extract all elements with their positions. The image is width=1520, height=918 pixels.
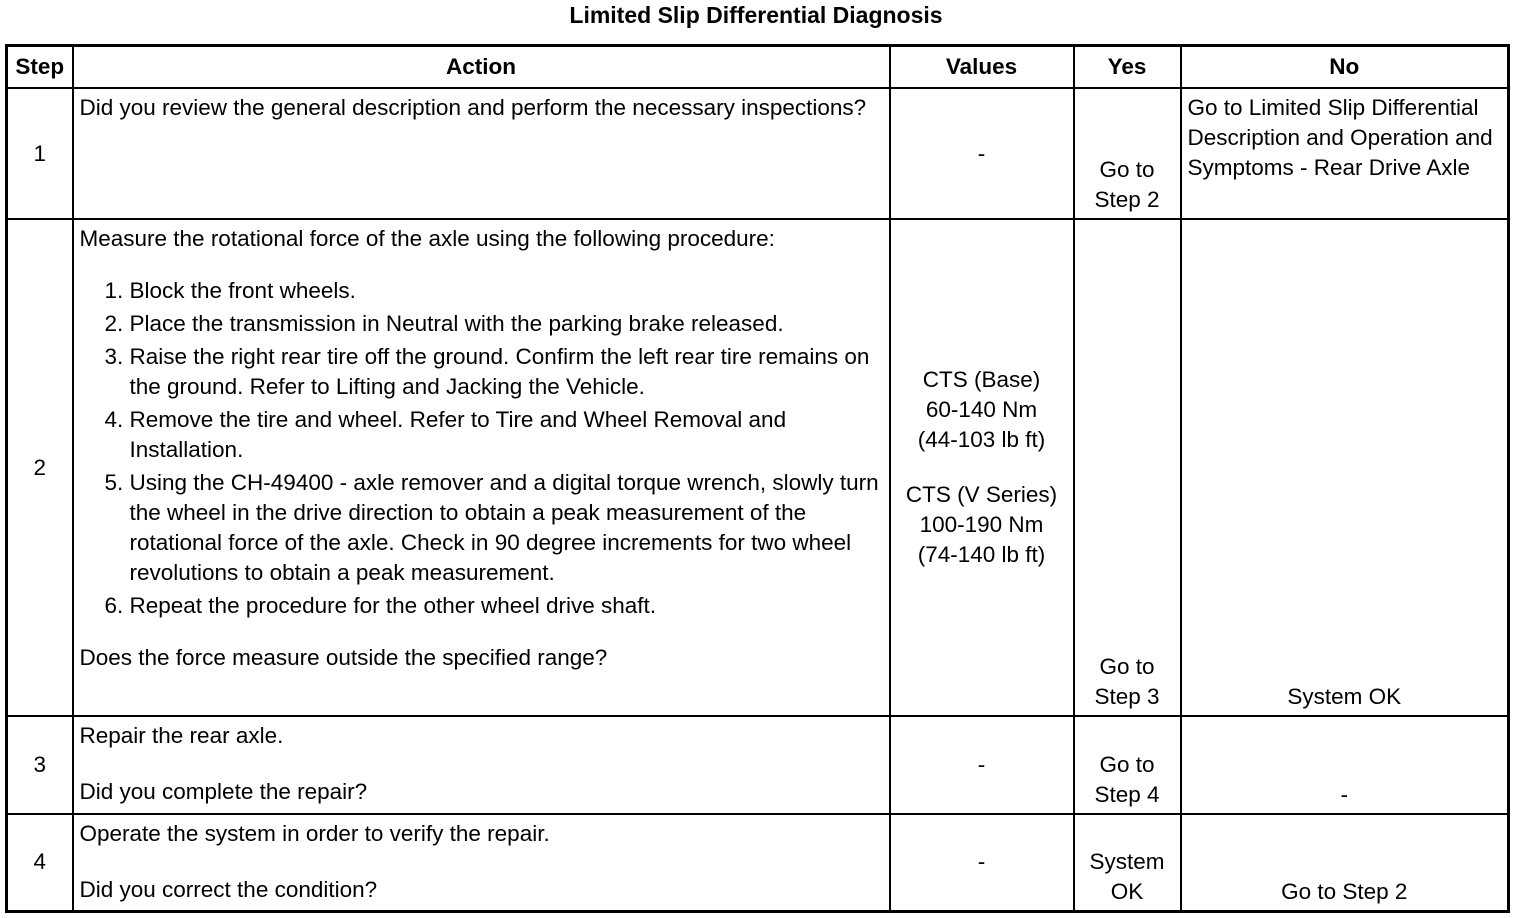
action-question: Did you complete the repair?	[79, 779, 368, 804]
yes-text-cell	[1074, 814, 1181, 911]
yes-link[interactable]	[1074, 716, 1181, 814]
yes-text: Go to Step 4	[1094, 752, 1160, 807]
step-number: 3	[7, 716, 73, 814]
action-text: Did you review the general description and perform the necessary inspections?	[73, 88, 890, 219]
values-text: -	[890, 88, 1074, 219]
procedure-step: 6. Repeat the procedure for the other wheel drive shaft.	[130, 591, 881, 621]
step-number: 1	[7, 88, 73, 219]
yes-link[interactable]	[1074, 219, 1181, 716]
values-text: -	[890, 716, 1074, 814]
action-cell	[73, 814, 890, 911]
procedure-step: 3. Raise the right rear tire off the ground. Confirm the left rear tire remains on the ground. Refer to Lifting and Jacking the Vehicle.	[130, 342, 881, 402]
procedure-step: 1. Block the front wheels.	[130, 276, 881, 306]
action-text: Operate the system in order to verify the repair.	[79, 821, 550, 846]
values-cell	[890, 219, 1074, 716]
action-cell	[73, 716, 890, 814]
table-row-step-1	[7, 88, 1509, 219]
yes-link[interactable]	[1074, 88, 1181, 219]
values-base-lbft: (44-103 lb ft)	[917, 427, 1046, 452]
step-number: 2	[7, 219, 73, 716]
no-link[interactable]: Go to Limited Slip Differential Description and Operation and Symptoms - Rear Drive Axle	[1181, 88, 1509, 219]
action-question: Does the force measure outside the specified range?	[79, 645, 608, 670]
procedure-list	[80, 276, 881, 621]
table-row-step-2	[7, 219, 1509, 716]
header-yes: Yes	[1074, 46, 1181, 89]
action-question: Did you correct the condition?	[79, 877, 378, 902]
diagnosis-table	[5, 44, 1510, 913]
document-title: Limited Slip Differential Diagnosis	[569, 2, 943, 28]
yes-text: Go to Step 3	[1094, 654, 1160, 709]
action-cell	[73, 219, 890, 716]
values-base-label: CTS (Base)	[922, 367, 1041, 392]
values-base-nm: 60-140 Nm	[925, 397, 1038, 422]
header-step: Step	[7, 46, 73, 89]
values-v-lbft: (74-140 lb ft)	[917, 542, 1046, 567]
action-text: Repair the rear axle.	[79, 723, 284, 748]
step-number: 4	[7, 814, 73, 911]
table-row-step-4	[7, 814, 1509, 911]
no-text: -	[1181, 716, 1509, 814]
yes-text: System OK	[1089, 848, 1165, 904]
header-action: Action	[73, 46, 890, 89]
values-text: -	[890, 814, 1074, 911]
yes-text: Go to Step 2	[1094, 157, 1160, 212]
action-intro: Measure the rotational force of the axle using the following procedure:	[79, 226, 775, 251]
procedure-step: 2. Place the transmission in Neutral with the parking brake released.	[130, 309, 881, 339]
header-row	[7, 46, 1509, 89]
no-link[interactable]: System OK	[1181, 219, 1509, 716]
header-no: No	[1181, 46, 1509, 89]
header-values: Values	[890, 46, 1074, 89]
values-v-nm: 100-190 Nm	[919, 512, 1044, 537]
procedure-step: 5. Using the CH-49400 - axle remover and a digital torque wrench, slowly turn the wheel in the drive direction to obtain a peak measurement of the rotational force of the axle. Check in 90 degree increments for two wheel revolutions to obtain a peak measurement.	[130, 468, 881, 588]
table-row-step-3	[7, 716, 1509, 814]
no-link[interactable]: Go to Step 2	[1181, 814, 1509, 911]
values-v-label: CTS (V Series)	[905, 482, 1058, 507]
procedure-step: 4. Remove the tire and wheel. Refer to Tire and Wheel Removal and Installation.	[130, 405, 881, 465]
